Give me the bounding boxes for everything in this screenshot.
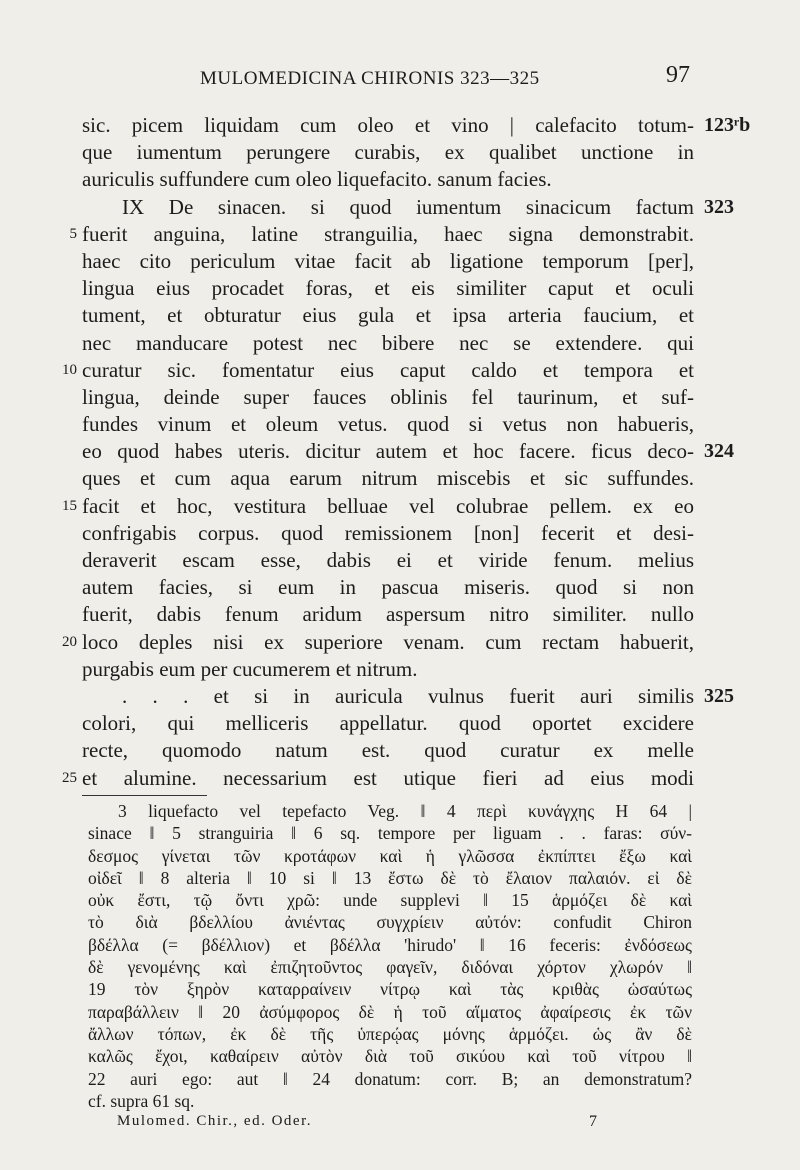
- note-line: cf. supra 61 sq.: [88, 1090, 195, 1111]
- line-text: auriculis suffundere cum oleo liquefacito. sanum facies.: [82, 167, 552, 192]
- main-text: [62, 112, 751, 792]
- line-text: purgabis eum per cucumerem et nitrum.: [82, 656, 418, 681]
- text-line: [82, 710, 694, 737]
- line-text: sic. picem liquidam cum oleo et vino | calefacito totum-: [82, 113, 694, 137]
- sheet-number: 7: [589, 1113, 597, 1130]
- note-line: δεσμος γίνεται τῶν κροτάφων καὶ ἡ γλῶσσα ἐκπίπτει ἔξω καὶ: [88, 845, 692, 866]
- line-text: lingua eius procadet foras, et eis similiter caput et oculi: [82, 276, 694, 301]
- note-line: 19 τὸν ξηρὸν καταρραίνειν νίτρῳ καὶ τὰς κριθὰς ὡσαύτως: [88, 979, 692, 1000]
- note-line: οἰδεῖ ‖ 8 alteria ‖ 10 si ‖ 13 ἔστω δὲ τὸ ἔλαιον παλαιόν. εἰ δὲ: [88, 867, 692, 888]
- text-line: [82, 330, 694, 357]
- page-number: 97: [666, 62, 690, 88]
- line-text: ques et cum aqua earum nitrum miscebis et sic suffundes.: [82, 466, 694, 491]
- text-line: [82, 737, 694, 764]
- line-text: recte, quomodo natum est. quod curatur ex melle: [82, 738, 694, 763]
- apparatus-notes: [88, 800, 692, 1112]
- line-text: fuerit anguina, latine stranguilia, haec signa demonstrabit.: [82, 221, 694, 246]
- line-text: haec cito periculum vitae facit ab ligatione temporum [per],: [82, 248, 694, 273]
- note-line: 22 auri ego: aut ‖ 24 donatum: corr. B; an demonstratum?: [88, 1068, 692, 1089]
- text-line: [82, 656, 694, 683]
- line-number: 20: [62, 633, 77, 650]
- line-text: eo quod habes uteris. dicitur autem et hoc facere. ficus deco-: [82, 439, 694, 464]
- line-text: autem facies, si eum in pascua miseris. quod si non: [82, 575, 694, 600]
- text-line: [82, 438, 734, 465]
- text-line: [82, 384, 694, 411]
- note-line: ἄλλων τόπων, ἐκ δὲ τῆς ὑπερῴας μόνης ἁρμόζει. ὡς ἂν δὲ: [88, 1023, 692, 1044]
- text-line: [82, 683, 734, 710]
- line-text: loco deples nisi ex superiore venam. cum rectam habuerit,: [82, 629, 694, 654]
- text-line: [62, 629, 694, 656]
- text-line: [82, 465, 694, 492]
- line-number: 10: [62, 361, 77, 378]
- footnote-rule: [82, 795, 207, 796]
- text-line: [62, 493, 694, 520]
- text-line: [82, 601, 694, 628]
- note-line: τὸ διὰ βδελλίου ἀνιέντας συγχρίειν αὐτόν: confudit Chiron: [88, 912, 692, 933]
- running-title: MULOMEDICINA CHIRONIS 323—325: [200, 68, 540, 89]
- note-line: καλῶς ἔχοι, καθαίρειν αὐτὸν διὰ τοῦ σικύου καὶ τοῦ νίτρου ‖: [88, 1046, 692, 1067]
- line-text: IX De sinacen. si quod iumentum sinacicum factum: [122, 194, 694, 219]
- line-text: confrigabis corpus. quod remissionem [non] fecerit et desi-: [82, 520, 694, 545]
- line-number: 15: [62, 497, 77, 514]
- note-line: sinace ‖ 5 stranguiria ‖ 6 sq. tempore per liguam . . faras: σύν-: [88, 823, 692, 844]
- text-line: [82, 302, 694, 329]
- line-text: facit et hoc, vestitura belluae vel colubrae pellem. ex eo: [82, 493, 694, 518]
- running-header: [200, 62, 690, 92]
- margin-reference: 325: [704, 684, 734, 707]
- note-line: 3 liquefacto vel tepefacto Veg. ‖ 4 περὶ κυνάγχης H 64 |: [118, 801, 692, 821]
- note-line: δὲ γενομένης καὶ ἐπιζητοῦντος φαγεῖν, διδόναι χόρτον χλωρόν ‖: [88, 957, 692, 978]
- note-line: οὐκ ἔστι, τῷ ὄντι χρῶ: unde supplevi ‖ 15 ἁρμόζει δὲ καὶ: [88, 890, 692, 911]
- text-line: [82, 520, 694, 547]
- text-line: [82, 248, 694, 275]
- text-line: [82, 574, 694, 601]
- page-footer: [117, 1113, 597, 1135]
- line-number: 25: [62, 769, 77, 786]
- line-text: nec manducare potest nec bibere nec se extendere. qui: [82, 330, 694, 355]
- line-text: fundes vinum et oleum vetus. quod si vetus non habueris,: [82, 412, 694, 437]
- signature-line: Mulomed. Chir., ed. Oder.: [117, 1113, 312, 1129]
- margin-reference: 323: [704, 195, 734, 218]
- line-text: que iumentum perungere curabis, ex qualibet unctione in: [82, 140, 694, 165]
- line-text: curatur sic. fomentatur eius caput caldo et tempora et: [82, 357, 694, 382]
- margin-reference: 123ʳb: [704, 114, 751, 136]
- margin-reference: 324: [704, 440, 734, 463]
- line-text: colori, qui melliceris appellatur. quod oportet excidere: [82, 711, 694, 736]
- text-line: [82, 166, 694, 193]
- text-line: [62, 765, 694, 792]
- text-line: [82, 194, 734, 221]
- text-line: [82, 139, 694, 166]
- line-text: deraverit escam esse, dabis ei et viride fenum. melius: [82, 548, 694, 572]
- line-text: lingua, deinde super fauces oblinis fel taurinum, et suf-: [82, 384, 694, 409]
- text-line: [82, 411, 694, 438]
- note-line: παραβάλλειν ‖ 20 ἀσύμφορος δὲ ἡ τοῦ αἵματος ἀφαίρεσις ἐκ τῶν: [88, 1001, 692, 1022]
- line-text: tument, et obturatur eius gula et ipsa arteria faucium, et: [82, 303, 694, 328]
- line-text: . . . et si in auricula vulnus fuerit auri similis: [122, 683, 694, 708]
- text-line: [82, 112, 751, 139]
- text-line: [69, 221, 694, 248]
- line-text: et alumine. necessarium est utique fieri ad eius modi: [82, 765, 694, 790]
- text-line: [82, 547, 694, 574]
- text-line: [62, 357, 694, 384]
- text-line: [82, 275, 694, 302]
- note-line: βδέλλα (= βδέλλιον) et βδέλλα 'hirudo' ‖ 16 feceris: ἐνδόσεως: [88, 934, 692, 955]
- line-text: fuerit, dabis fenum aridum aspersum nitro similiter. nullo: [82, 602, 694, 627]
- line-number: 5: [69, 225, 77, 242]
